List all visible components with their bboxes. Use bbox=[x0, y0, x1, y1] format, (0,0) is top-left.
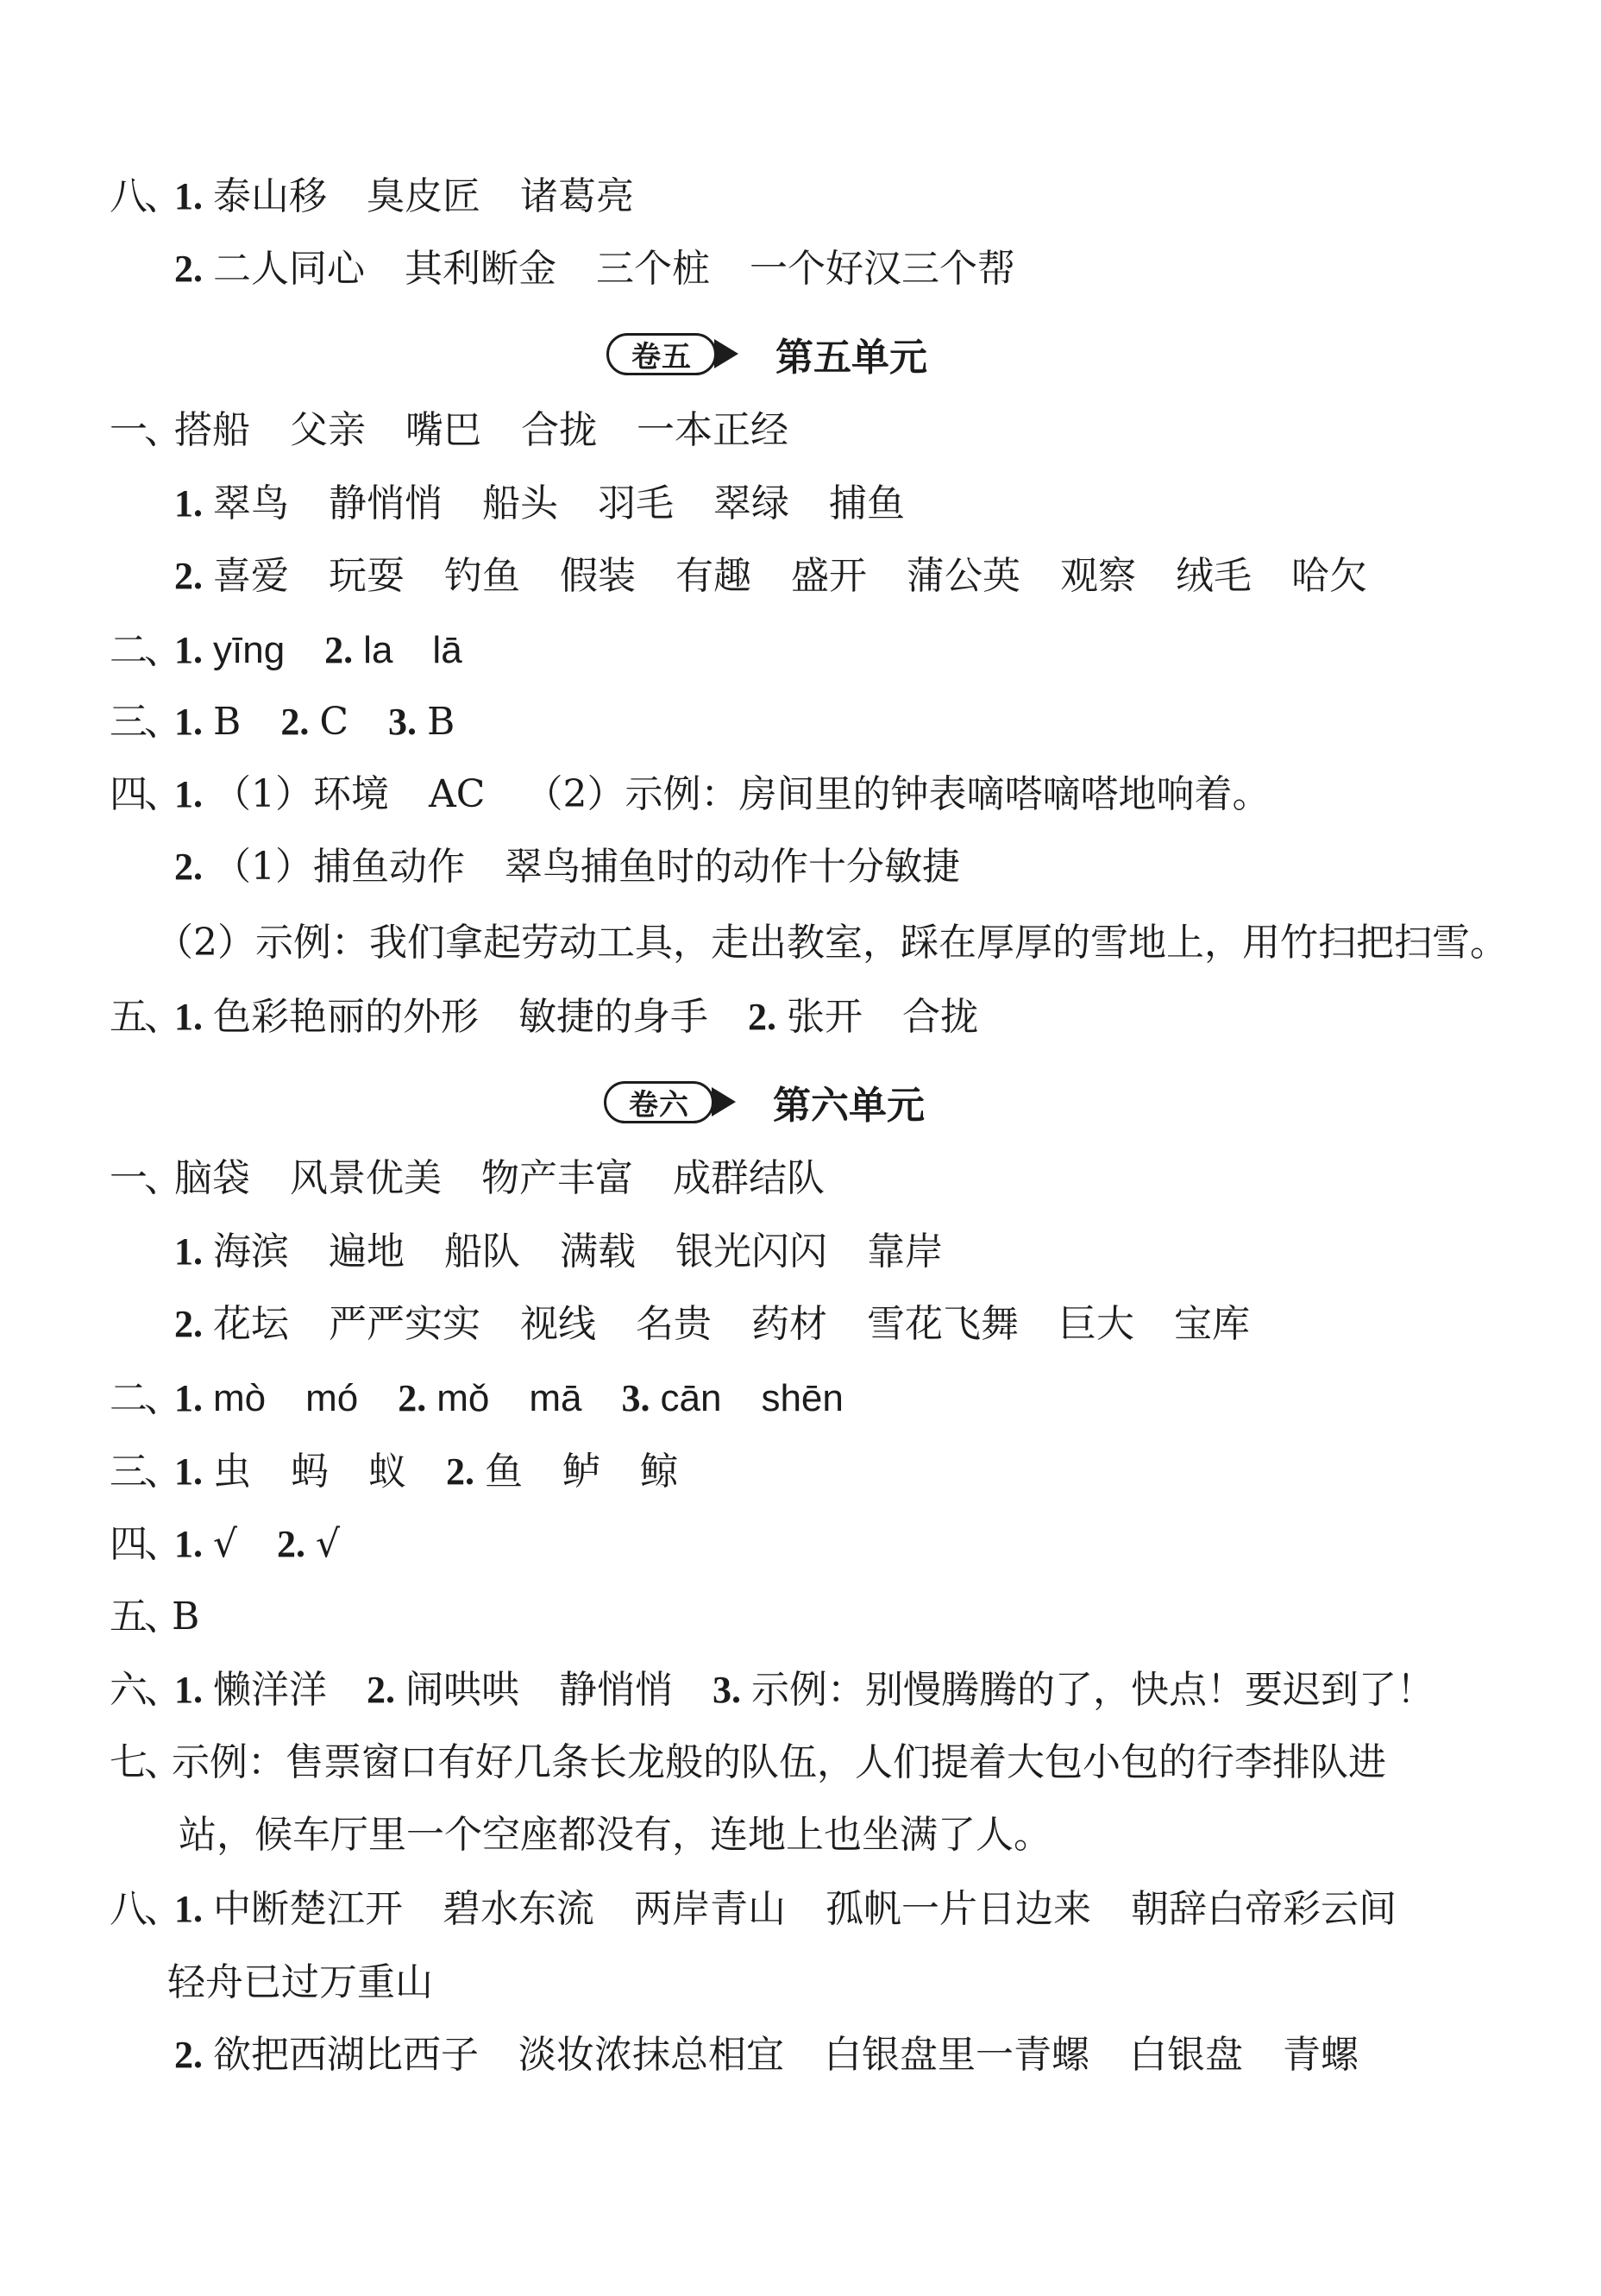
sub-number: 1. bbox=[174, 629, 203, 671]
answer-item: 碧水东流 bbox=[443, 1887, 594, 1931]
answer-item: 绒毛 bbox=[1176, 554, 1252, 598]
u6-q1-sub-1 bbox=[0, 1226, 1601, 1278]
unit-6-header bbox=[604, 1080, 925, 1128]
answer-item: 钓鱼 bbox=[444, 554, 520, 598]
answer-item: 哈欠 bbox=[1291, 554, 1367, 598]
answer-content bbox=[174, 243, 1055, 307]
answer-content bbox=[174, 841, 1000, 905]
unit-title: 第六单元 bbox=[773, 1084, 925, 1128]
u6-q8-sub-2 bbox=[0, 2029, 1601, 2081]
answer-content bbox=[174, 1884, 1436, 1947]
answer-content bbox=[174, 1299, 1290, 1362]
u6-q6-row bbox=[0, 1664, 1601, 1716]
u5-q3-row bbox=[0, 696, 1601, 748]
sub-number: 1. bbox=[174, 1669, 203, 1711]
answer-item: 有趣 bbox=[675, 554, 751, 598]
answer-content bbox=[174, 1519, 380, 1582]
u6-q4-row bbox=[0, 1519, 1601, 1570]
u5-q1-row bbox=[0, 405, 1601, 456]
answer-item: 一本正经 bbox=[637, 408, 788, 452]
answer-item: 宝库 bbox=[1174, 1302, 1250, 1346]
question-label: 八、 bbox=[110, 174, 179, 218]
part-number: （2） bbox=[155, 921, 255, 965]
answer-item: 鲈 bbox=[562, 1450, 600, 1494]
answer-item: 搭船 bbox=[174, 408, 250, 452]
u5-q1-sub-1 bbox=[0, 478, 1601, 530]
u5-q5-row bbox=[0, 991, 1601, 1043]
pinyin-item: mó bbox=[305, 1377, 359, 1419]
answer-item: 静悄悄 bbox=[559, 1668, 673, 1712]
sub-number: 1. bbox=[174, 482, 203, 525]
answer-sentence: 示例：房间里的钟表嘀嗒嘀嗒地响着。 bbox=[625, 772, 1271, 816]
answer-item: 靠岸 bbox=[867, 1230, 943, 1274]
question-label: 七、 bbox=[110, 1740, 179, 1784]
answer-item: 成群结队 bbox=[673, 1156, 825, 1200]
answer-item: 诸葛亮 bbox=[520, 174, 634, 218]
answer-item: 观察 bbox=[1060, 554, 1136, 598]
answer-content bbox=[174, 696, 494, 760]
answer-content bbox=[174, 405, 828, 469]
answer-item: 脑袋 bbox=[174, 1156, 250, 1200]
part-number: （1） bbox=[213, 772, 313, 816]
sub-number: 2. bbox=[174, 2034, 203, 2076]
answer-item: 泰山移 bbox=[213, 174, 327, 218]
answer-item: 玩耍 bbox=[329, 554, 405, 598]
sub-number: 2. bbox=[367, 1669, 395, 1711]
answer-item: 鲸 bbox=[640, 1450, 678, 1494]
question-label: 五、 bbox=[110, 995, 179, 1039]
answer-item: 花坛 bbox=[213, 1302, 289, 1346]
sub-number: 3. bbox=[713, 1669, 741, 1711]
answer-item: 三个桩 bbox=[596, 247, 710, 291]
u6-q5-row bbox=[0, 1591, 1601, 1643]
u6-q8-sub-1-continuation bbox=[0, 1957, 1601, 2009]
answer-item: 银光闪闪 bbox=[675, 1230, 827, 1274]
answer-item: 闹哄哄 bbox=[405, 1668, 519, 1712]
answer-item: 合拢 bbox=[521, 408, 597, 452]
pinyin-item: mā bbox=[529, 1377, 582, 1419]
answer-item: 翠绿 bbox=[713, 481, 789, 525]
u6-q7-row bbox=[0, 1737, 1601, 1789]
answer-content bbox=[174, 991, 1018, 1055]
u6-q1-row bbox=[0, 1153, 1601, 1205]
question-label: 八、 bbox=[110, 1887, 179, 1931]
pinyin-item: shēn bbox=[761, 1377, 844, 1419]
volume-badge-label: 卷六 bbox=[629, 1087, 689, 1123]
sub-number: 1. bbox=[174, 1230, 203, 1273]
pinyin-item: lā bbox=[432, 629, 462, 671]
answer-content bbox=[155, 917, 1508, 981]
question-label: 四、 bbox=[110, 772, 179, 816]
answer-item: 两岸青山 bbox=[634, 1887, 786, 1931]
answer-item: 蚂 bbox=[291, 1450, 329, 1494]
answer-item: 孤帆一片日边来 bbox=[826, 1887, 1091, 1931]
answer-item: 假装 bbox=[560, 554, 636, 598]
answer-item: 遍地 bbox=[329, 1230, 405, 1274]
question-label: 三、 bbox=[110, 1450, 179, 1494]
answer-item: 风景优美 bbox=[290, 1156, 442, 1200]
volume-badge bbox=[604, 1081, 714, 1123]
answer-item: 青螺 bbox=[1283, 2033, 1359, 2077]
answer-item: 药材 bbox=[751, 1302, 827, 1346]
answer-item: 捕鱼 bbox=[829, 481, 905, 525]
pinyin-item: cān bbox=[660, 1377, 722, 1419]
answer-item: 环境 bbox=[313, 772, 389, 816]
answer-item: 船头 bbox=[482, 481, 558, 525]
answer-item: 翠鸟 bbox=[213, 481, 289, 525]
answer-item: 嘴巴 bbox=[405, 408, 481, 452]
answer-content bbox=[174, 478, 945, 542]
u4-q8-row-2 bbox=[0, 243, 1601, 295]
answer-item: 名贵 bbox=[636, 1302, 712, 1346]
unit-5-header bbox=[606, 332, 927, 380]
sub-number: 1. bbox=[174, 701, 203, 743]
answer-sentence: 示例：我们拿起劳动工具，走出教室，踩在厚厚的雪地上，用竹扫把扫雪。 bbox=[255, 921, 1508, 965]
u5-q1-sub-2 bbox=[0, 550, 1601, 602]
answer-sentence: 示例：售票窗口有好几条长龙般的队伍，人们提着大包小包的行李排队进 bbox=[172, 1740, 1386, 1784]
u5-q4-sub-2 bbox=[0, 841, 1601, 893]
answer-item: 鱼 bbox=[485, 1450, 523, 1494]
answer-item: 静悄悄 bbox=[329, 481, 443, 525]
part-number: （2） bbox=[524, 772, 625, 816]
pinyin-item: mǒ bbox=[436, 1377, 490, 1419]
answer-content bbox=[179, 1809, 1052, 1873]
answer-item: 满载 bbox=[560, 1230, 636, 1274]
volume-badge bbox=[606, 333, 717, 375]
sub-number: 2. bbox=[398, 1377, 427, 1419]
sub-number: 2. bbox=[324, 629, 354, 671]
check-mark: √ bbox=[316, 1522, 341, 1566]
answer-sentence: 示例：别慢腾腾的了，快点！要迟到了！ bbox=[751, 1668, 1435, 1712]
u5-q2-row bbox=[0, 625, 1601, 676]
answer-item: C bbox=[319, 700, 349, 744]
question-label: 三、 bbox=[110, 700, 179, 744]
answer-item: 盛开 bbox=[791, 554, 867, 598]
answer-item: 一个好汉三个帮 bbox=[750, 247, 1015, 291]
sub-number: 1. bbox=[174, 996, 203, 1038]
answer-item: 色彩艳丽的外形 bbox=[213, 995, 479, 1039]
answer-content bbox=[172, 1737, 1386, 1801]
u5-q4-sub-2-part-2 bbox=[0, 917, 1601, 969]
answer-item: B bbox=[172, 1595, 200, 1639]
question-label: 六、 bbox=[110, 1668, 179, 1712]
question-label: 一、 bbox=[110, 408, 179, 452]
answer-item: 淡妆浓抹总相宜 bbox=[518, 2033, 784, 2077]
answer-sentence: 站，候车厅里一个空座都没有，连地上也坐满了人。 bbox=[179, 1813, 1052, 1857]
answer-item: 海滨 bbox=[213, 1230, 289, 1274]
pinyin-item: yīng bbox=[213, 629, 286, 671]
arrow-right-icon bbox=[714, 339, 738, 368]
sub-number: 3. bbox=[388, 701, 418, 743]
part-number: （1） bbox=[213, 845, 313, 889]
answer-item: 二人同心 bbox=[213, 247, 365, 291]
answer-content bbox=[174, 1664, 1435, 1728]
answer-item: 虫 bbox=[213, 1450, 251, 1494]
sub-number: 3. bbox=[621, 1377, 650, 1419]
answer-item: 雪花飞舞 bbox=[867, 1302, 1019, 1346]
u4-q8-row-1 bbox=[0, 171, 1601, 223]
answer-item: 羽毛 bbox=[598, 481, 674, 525]
answer-content bbox=[174, 2029, 1398, 2093]
answer-content bbox=[167, 1957, 433, 2021]
answer-content bbox=[174, 769, 1270, 833]
answer-item: 白银盘里一青螺 bbox=[824, 2033, 1089, 2077]
answer-content bbox=[174, 1446, 718, 1510]
answer-item: 蚁 bbox=[368, 1450, 406, 1494]
arrow-right-icon bbox=[712, 1087, 736, 1117]
sub-number: 2. bbox=[446, 1450, 474, 1493]
sub-number: 1. bbox=[174, 1888, 203, 1930]
answer-item: 翠鸟捕鱼时的动作十分敏捷 bbox=[505, 845, 960, 889]
answer-item: 敏捷的身手 bbox=[518, 995, 708, 1039]
answer-item: AC bbox=[429, 772, 486, 816]
answer-item: 欲把西湖比西子 bbox=[213, 2033, 479, 2077]
sub-number: 2. bbox=[277, 1523, 306, 1565]
pinyin-item: la bbox=[363, 629, 393, 671]
answer-content bbox=[174, 550, 1407, 614]
question-label: 五、 bbox=[110, 1595, 179, 1639]
answer-item: 张开 bbox=[787, 995, 863, 1039]
answer-item: 巨大 bbox=[1058, 1302, 1134, 1346]
answer-item: 懒洋洋 bbox=[213, 1668, 327, 1712]
answer-item: 视线 bbox=[520, 1302, 596, 1346]
u6-q3-row bbox=[0, 1446, 1601, 1498]
answer-item: 其利断金 bbox=[405, 247, 556, 291]
question-label: 一、 bbox=[110, 1156, 179, 1200]
answer-content bbox=[174, 171, 674, 235]
sub-number: 1. bbox=[174, 1523, 203, 1565]
answer-item: 白银盘 bbox=[1129, 2033, 1243, 2077]
u6-q1-sub-2 bbox=[0, 1299, 1601, 1350]
answer-content bbox=[174, 1226, 983, 1290]
sub-number: 2. bbox=[748, 996, 776, 1038]
answer-item: 船队 bbox=[444, 1230, 520, 1274]
answer-item: 合拢 bbox=[902, 995, 978, 1039]
sub-number: 2. bbox=[280, 701, 310, 743]
answer-content bbox=[174, 625, 502, 689]
check-mark: √ bbox=[213, 1522, 238, 1566]
question-label: 二、 bbox=[110, 1376, 179, 1420]
answer-item: 中断楚江开 bbox=[213, 1887, 403, 1931]
answer-item: 捕鱼动作 bbox=[313, 845, 465, 889]
sub-number: 2. bbox=[174, 248, 203, 290]
answer-item: 朝辞白帝彩云间 bbox=[1131, 1887, 1397, 1931]
sub-number: 1. bbox=[174, 773, 203, 815]
answer-item: B bbox=[427, 700, 455, 744]
answer-content bbox=[174, 1153, 864, 1217]
question-label: 二、 bbox=[110, 628, 179, 672]
sub-number: 1. bbox=[174, 1450, 203, 1493]
answer-item: 喜爱 bbox=[213, 554, 289, 598]
answer-item: B bbox=[213, 700, 242, 744]
answer-item: 严严实实 bbox=[329, 1302, 480, 1346]
answer-item: 物产丰富 bbox=[481, 1156, 633, 1200]
u5-q4-sub-1 bbox=[0, 769, 1601, 821]
answer-content bbox=[172, 1591, 239, 1655]
sub-number: 1. bbox=[174, 175, 203, 217]
pinyin-item: mò bbox=[213, 1377, 267, 1419]
u6-q8-sub-1 bbox=[0, 1884, 1601, 1935]
sub-number: 1. bbox=[174, 1377, 203, 1419]
answer-item: 蒲公英 bbox=[907, 554, 1020, 598]
sub-number: 2. bbox=[174, 846, 203, 888]
answer-item: 父亲 bbox=[290, 408, 366, 452]
u6-q2-row bbox=[0, 1373, 1601, 1425]
unit-title: 第五单元 bbox=[775, 336, 927, 380]
sub-number: 2. bbox=[174, 1303, 203, 1345]
question-label: 四、 bbox=[110, 1522, 179, 1566]
volume-badge-label: 卷五 bbox=[631, 339, 692, 374]
u6-q7-continuation bbox=[0, 1809, 1601, 1861]
sub-number: 2. bbox=[174, 555, 203, 597]
answer-content bbox=[174, 1373, 883, 1437]
answer-item: 臭皮匠 bbox=[367, 174, 480, 218]
answer-item: 轻舟已过万重山 bbox=[167, 1960, 433, 2004]
